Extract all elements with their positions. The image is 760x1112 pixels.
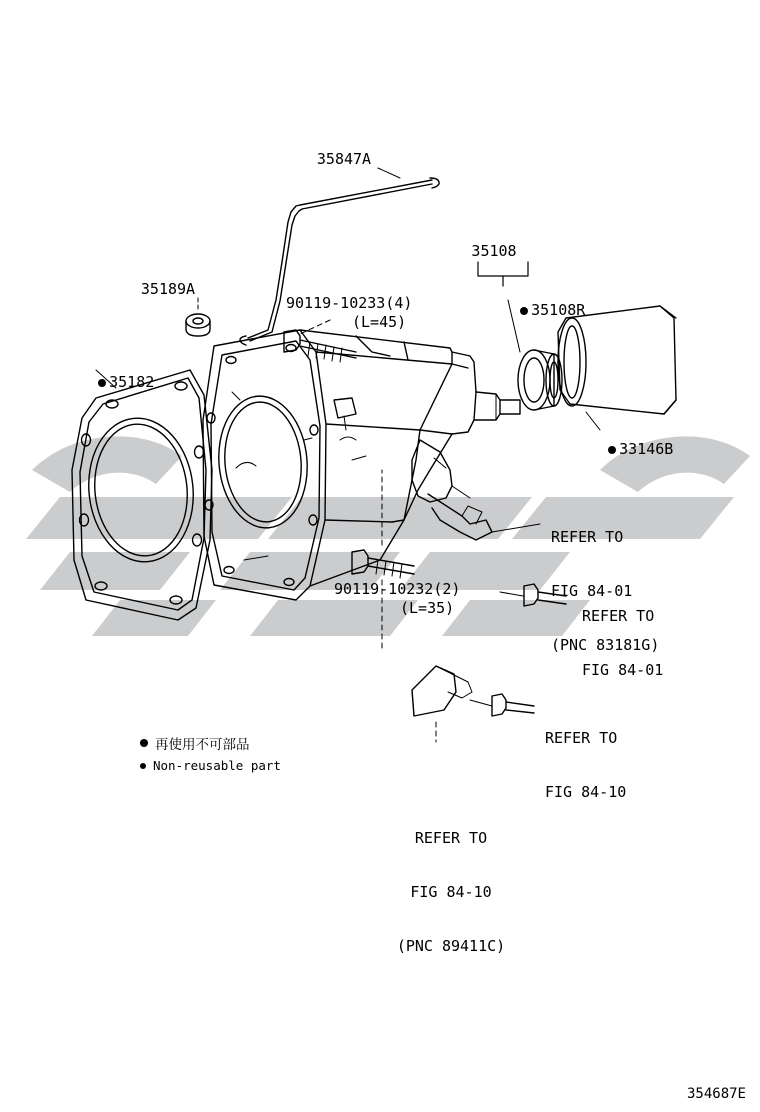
label-35108: 35108 [471, 242, 517, 260]
label-bolt-10232: 90119-10232(2) [334, 580, 461, 598]
ref-fig-84-01: REFER TO FIG 84-01 [582, 607, 664, 679]
label-35847A: 35847A [316, 150, 372, 168]
non-reusable-bullet-icon [140, 763, 146, 769]
ref-fig-84-10: REFER TO FIG 84-10 [545, 729, 627, 801]
label-35108R: 35108R [484, 283, 585, 337]
non-reusable-bullet-icon [608, 446, 616, 454]
label-bolt-10233: 90119-10233(4) [286, 294, 413, 312]
label-35189A: 35189A [140, 280, 196, 298]
legend-jp: 再使用不可部品 [155, 737, 250, 753]
non-reusable-bullet-icon [140, 739, 148, 747]
legend-en: Non-reusable part [153, 758, 281, 773]
label-bolt-10233-length: (L=45) [352, 313, 407, 331]
legend [140, 733, 281, 773]
label-bolt-10232-length: (L=35) [400, 599, 455, 617]
label-33146B: 33146B [572, 422, 673, 476]
label-35182: 35182 [62, 355, 154, 409]
figure-code: 354687E [686, 1086, 746, 1102]
ref-fig-84-10-pnc89411c: REFER TO FIG 84-10 (PNC 89411C) [396, 829, 506, 955]
non-reusable-bullet-icon [520, 307, 528, 315]
non-reusable-bullet-icon [98, 379, 106, 387]
ref-fig-84-01-pnc83181g: REFER TO FIG 84-01 (PNC 83181G) [551, 528, 660, 654]
